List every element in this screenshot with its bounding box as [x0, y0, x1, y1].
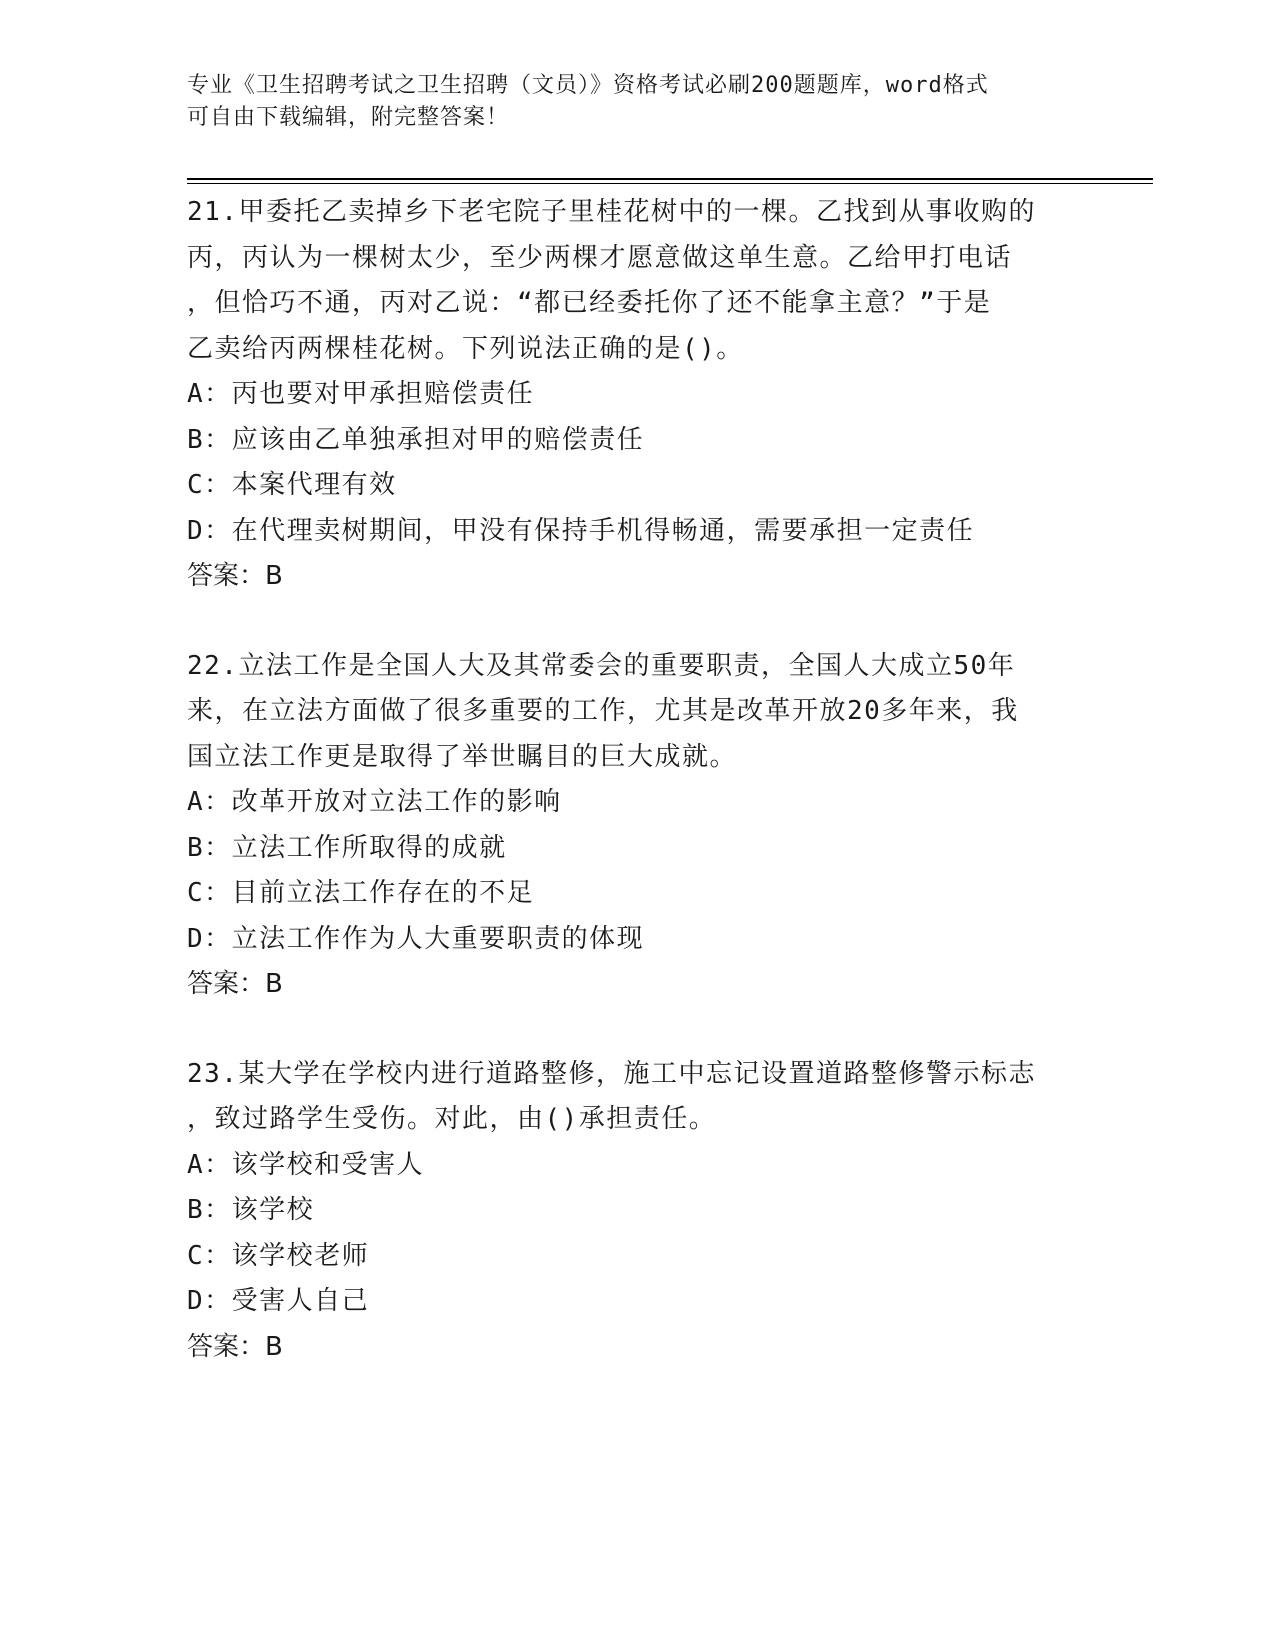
document-header: [187, 70, 1067, 134]
option-a: A：该学校和受害人: [187, 1149, 425, 1180]
header-divider-thin: [187, 183, 1153, 184]
answer-line: 答案：B: [187, 561, 283, 591]
question-text-line: 乙卖给丙两棵桂花树。下列说法正确的是()。: [187, 333, 744, 364]
header-line: 专业《卫生招聘考试之卫生招聘（文员）》资格考试必刷200题题库，word格式: [187, 73, 989, 98]
option-d: D：立法工作作为人大重要职责的体现: [187, 923, 645, 954]
option-c: C：该学校老师: [187, 1240, 370, 1271]
question-text-line: 国立法工作更是取得了举世瞩目的巨大成就。: [187, 741, 738, 772]
header-line: 可自由下载编辑，附完整答案！: [187, 105, 510, 130]
option-c: C：本案代理有效: [187, 470, 397, 500]
question-text-line: 23.某大学在学校内进行道路整修，施工中忘记设置道路整修警示标志: [187, 1058, 1036, 1089]
question-text-line: 22.立法工作是全国人大及其常委会的重要职责，全国人大成立50年: [187, 650, 1016, 681]
option-d: D：在代理卖树期间，甲没有保持手机得畅通，需要承担一定责任: [187, 515, 975, 546]
option-b: B：该学校: [187, 1195, 315, 1225]
header-divider-thick: [187, 178, 1153, 180]
question-22: [187, 644, 1087, 1008]
option-b: B：应该由乙单独承担对甲的赔偿责任: [187, 424, 645, 455]
question-text-line: ，致过路学生受伤。对此，由()承担责任。: [187, 1104, 717, 1134]
question-23: [187, 1052, 1087, 1371]
option-a: A：改革开放对立法工作的影响: [187, 787, 562, 817]
question-list: [187, 190, 1087, 1414]
question-text-line: 丙，丙认为一棵树太少，至少两棵才愿意做这单生意。乙给甲打电话: [187, 242, 1013, 273]
answer-line: 答案：B: [187, 969, 283, 999]
question-text-line: 来，在立法方面做了很多重要的工作，尤其是改革开放20多年来，我: [187, 696, 1019, 726]
option-c: C：目前立法工作存在的不足: [187, 878, 535, 908]
answer-line: 答案：B: [187, 1331, 283, 1362]
question-text-line: 21.甲委托乙卖掉乡下老宅院子里桂花树中的一棵。乙找到从事收购的: [187, 197, 1036, 227]
question-text-line: ，但恰巧不通，丙对乙说：“都已经委托你了还不能拿主意？”于是: [187, 288, 992, 318]
option-a: A：丙也要对甲承担赔偿责任: [187, 379, 535, 409]
option-b: B：立法工作所取得的成就: [187, 832, 507, 863]
question-21: [187, 190, 1087, 600]
option-d: D：受害人自己: [187, 1286, 370, 1316]
